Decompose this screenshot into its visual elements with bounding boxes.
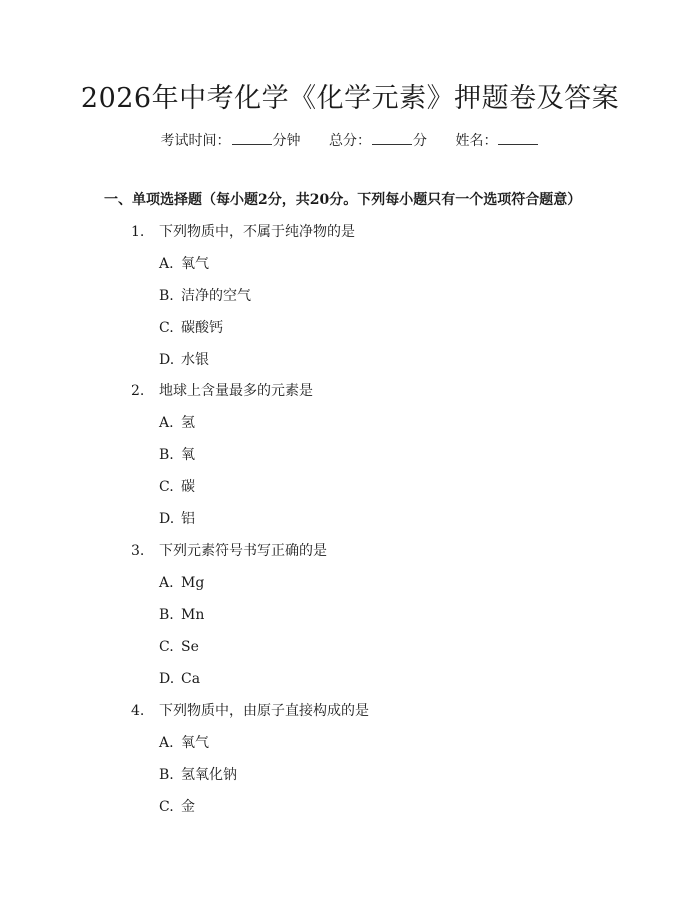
answer-option: [159, 669, 200, 689]
question-item: [131, 701, 369, 721]
option-letter: B.: [159, 767, 174, 783]
answer-option: [159, 797, 195, 817]
option-text: 氧气: [181, 256, 209, 272]
exam-time-blank: [232, 131, 272, 145]
option-letter: C.: [159, 320, 174, 336]
answer-option: [159, 733, 209, 753]
option-text: Mn: [181, 607, 205, 623]
question-text: 地球上含量最多的元素是: [159, 383, 313, 399]
option-text: 氧: [181, 447, 195, 463]
option-text: 金: [181, 799, 195, 815]
option-text: 氢: [181, 415, 195, 431]
answer-option: [159, 573, 204, 593]
section-heading: 一、单项选择题（每小题2分，共20分。下列每小题只有一个选项符合题意）: [104, 192, 582, 208]
option-letter: A.: [159, 575, 174, 591]
question-text: 下列物质中，不属于纯净物的是: [159, 224, 355, 240]
option-letter: A.: [159, 256, 174, 272]
question-item: [131, 541, 327, 561]
question-item: [131, 222, 355, 242]
total-score-field: [329, 131, 427, 151]
option-letter: D.: [159, 511, 175, 527]
student-name-blank: [498, 131, 538, 145]
answer-option: [159, 413, 195, 433]
question-number: 2.: [131, 383, 145, 399]
answer-option: [159, 318, 223, 338]
answer-option: [159, 509, 195, 529]
exam-time-field: [161, 131, 301, 151]
exam-time-label: 考试时间：: [160, 133, 231, 149]
option-letter: D.: [159, 352, 175, 368]
exam-time-unit: 分钟: [272, 133, 301, 149]
student-name-label: 姓名：: [455, 133, 498, 149]
question-item: [131, 381, 313, 401]
question-text: 下列物质中，由原子直接构成的是: [159, 703, 369, 719]
option-letter: C.: [159, 799, 174, 815]
answer-option: [159, 637, 199, 657]
total-score-label: 总分：: [329, 133, 371, 149]
option-letter: A.: [159, 735, 174, 751]
total-score-unit: 分: [413, 133, 427, 149]
option-letter: D.: [159, 671, 175, 687]
option-text: Mg: [181, 575, 205, 591]
answer-option: [159, 605, 204, 625]
option-text: 铝: [181, 511, 195, 527]
page-title: 2026年中考化学《化学元素》押题卷及答案: [80, 83, 620, 114]
option-letter: B.: [159, 447, 174, 463]
option-text: 氧气: [181, 735, 209, 751]
student-name-field: [455, 131, 539, 151]
question-number: 4.: [131, 703, 145, 719]
exam-meta-line: [0, 131, 700, 151]
option-text: 水银: [181, 352, 209, 368]
option-letter: B.: [159, 288, 174, 304]
answer-option: [159, 765, 237, 785]
total-score-blank: [372, 131, 412, 145]
option-text: Se: [181, 639, 199, 655]
option-letter: A.: [159, 415, 174, 431]
option-text: 碳酸钙: [181, 320, 223, 336]
option-text: Ca: [181, 671, 201, 687]
question-number: 3.: [131, 543, 145, 559]
answer-option: [159, 445, 195, 465]
option-letter: C.: [159, 639, 174, 655]
option-letter: B.: [159, 607, 174, 623]
question-number: 1.: [131, 224, 145, 240]
answer-option: [159, 286, 251, 306]
option-text: 氢氧化钠: [181, 767, 237, 783]
option-letter: C.: [159, 479, 174, 495]
answer-option: [159, 350, 209, 370]
option-text: 碳: [181, 479, 195, 495]
option-text: 洁净的空气: [181, 288, 251, 304]
answer-option: [159, 477, 195, 497]
question-text: 下列元素符号书写正确的是: [159, 543, 327, 559]
answer-option: [159, 254, 209, 274]
